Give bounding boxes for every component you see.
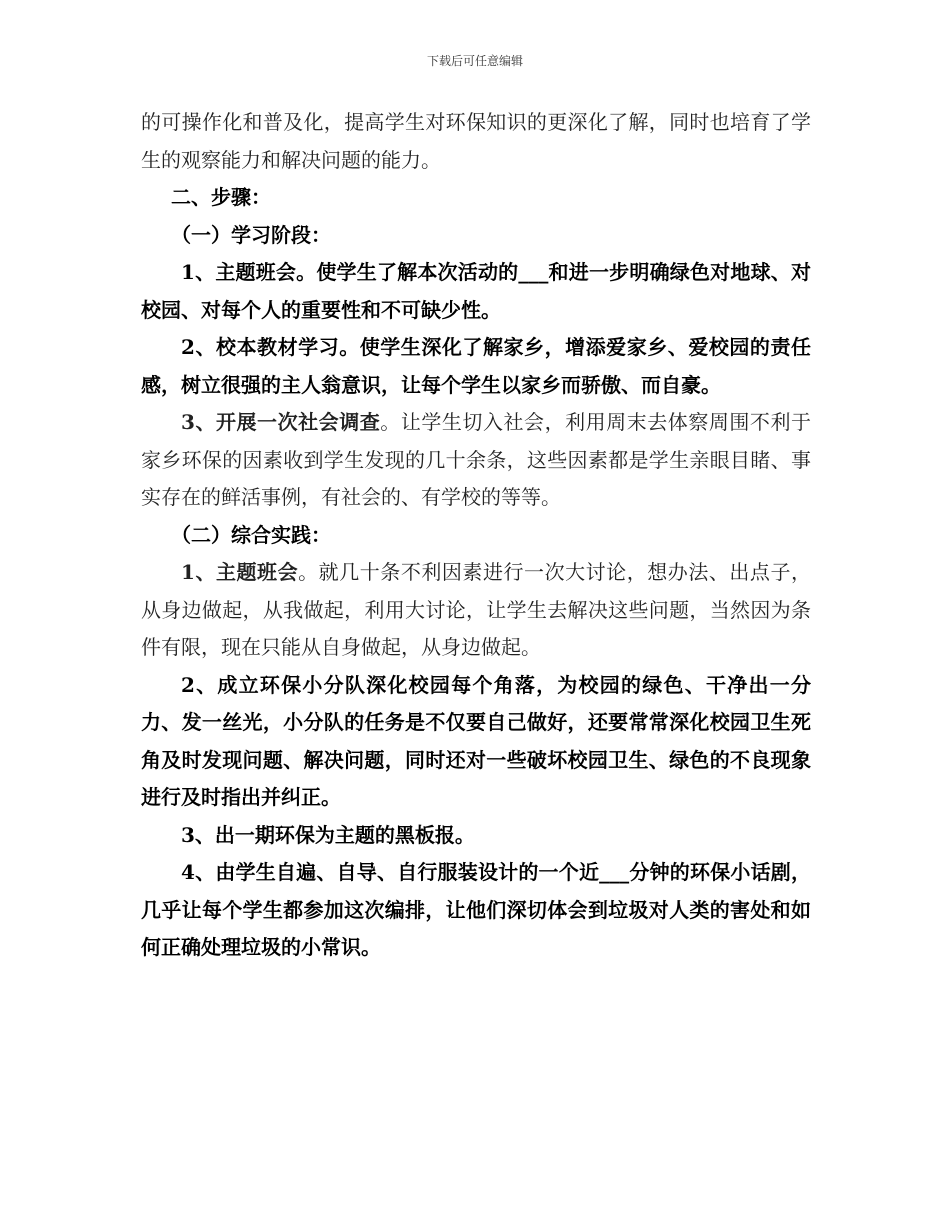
document-body: [141, 104, 811, 967]
social-survey-title: 3、开展一次社会调查: [181, 410, 381, 434]
section-heading-steps: 二、步骤：: [171, 185, 271, 209]
discussion-meeting-text: 。就几十条不利因素进行一次大讨论，想办法、出点子，从身边做起，从我做起，利用大讨论，让学生去解决这些问题，当然因为条件有限，现在只能从自身做起，从身边做起。: [141, 560, 812, 659]
paragraph-textbook-study: 2、校本教材学习。使学生深化了解家乡，增添爱家乡、爱校园的责任感，树立很强的主人翁意识，让每个学生以家乡而骄傲、而自豪。: [141, 335, 811, 397]
page-header: 下载后可任意编辑: [426, 54, 523, 68]
paragraph-class-meeting: 1、主题班会。使学生了解本次活动的___和进一步明确绿色对地球、对校园、对每个人的重要性和不可缺少性。: [141, 260, 811, 322]
discussion-meeting-title: 1、主题班会: [181, 560, 299, 584]
subsection-heading-practice: （二）综合实践：: [171, 522, 331, 547]
paragraph-social-survey: [141, 404, 811, 517]
paragraph-drama: 4、由学生自遍、自导、自行服装设计的一个近___分钟的环保小话剧，几乎让每个学生都参加这次编排，让他们深切体会到垃圾对人类的害处和如何正确处理垃圾的小常识。: [141, 860, 811, 959]
paragraph-environmental-team: 2、成立环保小分队深化校园每个角落，为校园的绿色、干净出一分力、发一丝光，小分队的任务是不仅要自己做好，还要常常深化校园卫生死角及时发现问题、解决问题，同时还对一些破坏校园卫生、绿色的不良现象进行及时指出并纠正。: [141, 672, 811, 809]
paragraph-discussion-meeting: [141, 554, 811, 667]
social-survey-text: 。让学生切入社会，利用周末去体察周围不利于家乡环保的因素收到学生发现的几十余条，这些因素都是学生亲眼目睹、事实存在的鲜活事例，有社会的、有学校的等等。: [141, 410, 811, 509]
paragraph-intro-continuation: 的可操作化和普及化，提高学生对环保知识的更深化了解，同时也培育了学生的观察能力和解决问题的能力。: [141, 110, 811, 172]
paragraph-blackboard: 3、出一期环保为主题的黑板报。: [181, 822, 475, 847]
subsection-heading-study: （一）学习阶段：: [171, 222, 331, 247]
